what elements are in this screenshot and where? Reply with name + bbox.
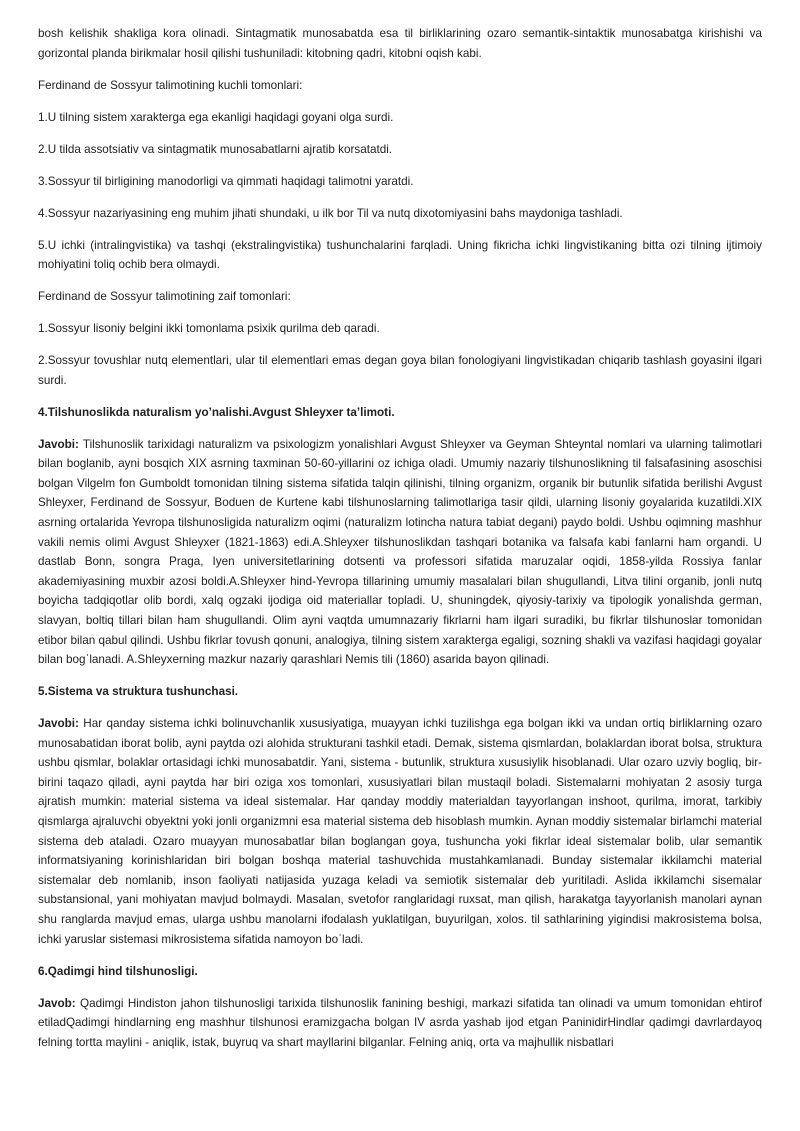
document-page	[38, 24, 762, 1065]
section-heading: 4.Tilshunoslikda naturalism yo’nalishi.Avgust Shleyxer ta’limoti.	[38, 405, 395, 419]
section-heading: 5.Sistema va struktura tushunchasi.	[38, 685, 239, 699]
list-item: 3.Sossyur til birligining manodorligi va qimmati haqidagi talimotni yaratdi.	[38, 174, 414, 188]
answer-paragraph	[38, 714, 762, 949]
answer-paragraph	[38, 435, 762, 670]
answer-label: Javobi:	[38, 717, 79, 731]
answer-label: Javob:	[38, 996, 76, 1010]
answer-paragraph	[38, 994, 762, 1053]
section-heading: 6.Qadimgi hind tilshunosligi.	[38, 964, 198, 978]
list-item: 4.Sossyur nazariyasining eng muhim jihati shundaki, u ilk bor Til va nutq dixotomiyasini bahs maydoniga tashladi.	[38, 206, 623, 220]
answer-label: Javobi:	[38, 437, 79, 451]
list-item: 5.U ichki (intralingvistika) va tashqi (ekstralingvistika) tushunchalarini farqladi. Uning fikricha ichki lingvistikaning bitta ozi tilning ijtimoiy mohiyatini toliq ochib bera olmaydi.	[38, 238, 762, 272]
list-item: 1.Sossyur lisoniy belgini ikki tomonlama psixik qurilma deb qaradi.	[38, 322, 380, 336]
list-item: 1.U tilning sistem xarakterga ega ekanligi haqidagi goyani olga surdi.	[38, 110, 394, 124]
answer-text: Har qanday sistema ichki bolinuvchanlik xususiyatiga, muayyan ichki tuzilishga ega bolgan ikki va undan ortiq birliklarning ozaro munosabatidan iborat bolib, ayni paytda ozi alohida strukturani tashkil etadi. Demak, sistema qismlardan, bolaklardan iborat bolsa, struktura ushbu qismlar, bolaklar ortasidagi ichki munosabatdir. Yani, sistema - butunlik, struktura xususiylik hisoblanadi. Ular ozaro uzviy bogliq, bir-birini taqazo qiladi, ayni paytda har biri oziga xos tomonlari, xususiyatlari bilan mustaqil boladi. Sistemalarni mohiyatan 2 asosiy turga ajratish mumkin: material sistema va ideal sistemalar. Har qanday moddiy materialdan tayyorlangan inshoot, qurilma, imorat, tarkibiy qismlarga ajraluvchi obyektni yoki jonli organizmni esa material sistema deb hisoblash mumkin. Aynan moddiy sistemalar birlamchi material sistema deb ataladi. Ozaro muayyan munosabatlar bilan boglangan goya, tushuncha yoki fikrlar ideal sistemalar bolib, ular semantik informatsiyaning korinishlaridan biri bolgan boshqa material tashuvchida mustahkamlanadi. Bunday sistemalar ikkilamchi material sistemalar deb nomlanib, inson faoliyati natijasida yuzaga keladi va semiotik sistemalar deb yuritiladi. Aslida ikkilamchi sisemalar substansional, yani mohiyatan mavjud bolmaydi. Masalan, svetofor ranglaridagi ruxsat, man qilish, harakatga tayyorlanish manolari aynan shu ranglarda mavjud emas, ularga ushbu manolarni ifodalash yuklatilgan, buyurilgan, xolos. til sathlarining yigindisi makrosistema bolsa, ichki yaruslar sistemasi mikrosistema sifatida namoyon boˈladi.	[38, 717, 762, 946]
paragraph: Ferdinand de Sossyur talimotining kuchli tomonlari:	[38, 78, 303, 92]
answer-text: Qadimgi Hindiston jahon tilshunosligi tarixida tilshunoslik fanining beshigi, markazi sifatida tan olinadi va umum tomonidan ehtirof etiladQadimgi hindlarning eng mashhur tilshunosi eramizgacha bolgan IV asrda yashab ijod etgan PaninidirHindlar qadimgi davrlardayoq felning tortta maylini - aniqlik, istak, buyruq va shart mayllarini bilganlar. Felning aniq, orta va majhullik nisbatlari	[38, 996, 762, 1049]
list-item: 2.Sossyur tovushlar nutq elementlari, ular til elementlari emas degan goya bilan fonologiyani lingvistikadan chiqarib tashlash goyasini ilgari surdi.	[38, 354, 762, 387]
list-item: 2.U tilda assotsiativ va sintagmatik munosabatlarni ajratib korsatatdi.	[38, 142, 393, 156]
paragraph: bosh kelishik shakliga kora olinadi. Sintagmatik munosabatda esa til birliklarining ozaro semantik-sintaktik munosabatga kirishishi va gorizontal planda birikmalar hosil qilishi tushuniladi: kitobning qadri, kitobni oqish kabi.	[38, 27, 762, 60]
answer-text: Tilshunoslik tarixidagi naturalizm va psixologizm yonalishlari Avgust Shleyxer va Geyman Shteyntal nomlari va ularning talimotlari bilan boglanib, ayni bosqich XIX asrning taxminan 50-60-yillarini oz ichiga oladi. Umumiy nazariy tilshunoslikning til falsafasining asoschisi bolgan Vilgelm fon Gumboldt tomonidan tilning sistema sifatida talqin qilinishi, tilning organizm, organik bir butunlik sifatida berilishi Avgust Shleyxer, Ferdinand de Sossyur, Boduen de Kurtene kabi tilshunoslarning talimotlariga tasir qildi, ularning lisoniy goyalarida kuzatildi.XIX asrning ortalarida Yevropa tilshunosligida naturalizm oqimi (naturalizm lotincha natura tabiat degani) paydo boldi. Ushbu oqimning mashhur vakili nemis olimi Avgust Shleyxer (1821-1863) edi.A.Shleyxer tilshunoslikdan tashqari botanika va falsafa kabi fanlarni ham organdi. U dastlab Bonn, songra Praga, Iyen universitetlarining dotsenti va professori sifatida maruzalar oqidi, 1858-yilda Rossiya fanlar akademiyasining muxbir azosi boldi.A.Shleyxer hind-Yevropa tillarining umumiy masalalari bilan shugullandi, Litva tilini organib, jonli nutq boyicha tadqiqotlar olib bordi, xalq ogzaki ijodiga oid materiallar topladi. U, shuningdek, qiyosiy-tarixiy va tipologik yonalishda german, slavyan, boltiq tillari bilan ham shugullandi. Olim ayni vaqtda umumnazariy fikrlarni ham ilgari suradiki, bu fikrlar tilshunoslar tomonidan etibor bilan qabul qilindi. Ushbu fikrlar tovush qonuni, analogiya, tilning sistem xarakterga egaligi, sozning shakli va vazifasi haqidagi goyalar bilan bogˈlanadi. A.Shleyxerning mazkur nazariy qarashlari Nemis tili (1860) asarida bayon qilinadi.	[38, 437, 762, 667]
paragraph: Ferdinand de Sossyur talimotining zaif tomonlari:	[38, 290, 291, 304]
